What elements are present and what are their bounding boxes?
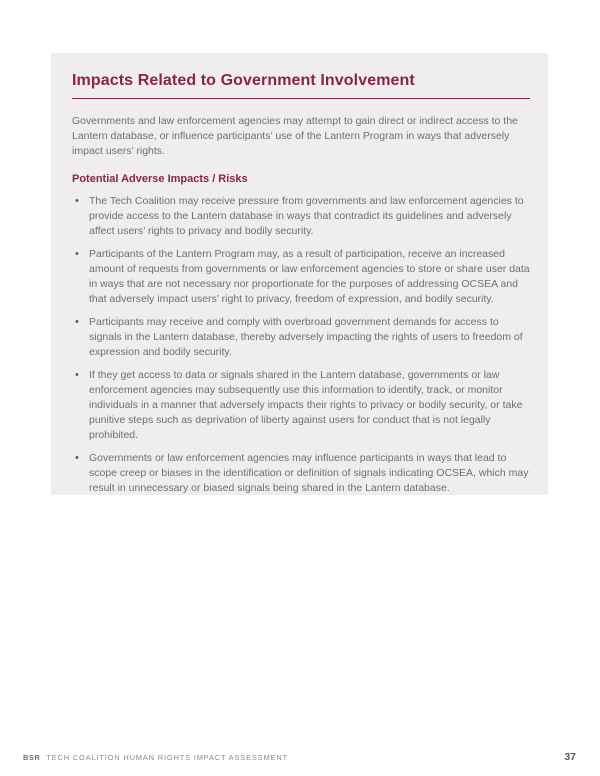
- page-title: Impacts Related to Government Involvement: [72, 72, 415, 89]
- list-item: • Governments or law enforcement agencies may influence participants in ways that lead to scope creep or biases in the identification or definition of signals indicating OCSEA, which may result in unnecessary or biased signals being shared in the Lantern database.: [72, 451, 534, 496]
- footer-org-label: BSR: [23, 753, 41, 762]
- section-subheading: Potential Adverse Impacts / Risks: [72, 173, 248, 185]
- page-number: 37: [564, 751, 576, 763]
- list-item: • The Tech Coalition may receive pressure from governments and law enforcement agencies to provide access to the Lantern database in ways that contradict its guidelines and adversely affect users’ rights to privacy and bodily security.: [72, 194, 534, 239]
- risk-bullet-list: [72, 194, 534, 496]
- footer-left: [23, 753, 288, 762]
- footer-report-title: TECH COALITION HUMAN RIGHTS IMPACT ASSESSMENT: [46, 753, 288, 762]
- list-item: • Participants of the Lantern Program may, as a result of participation, receive an increased amount of requests from governments or law enforcement agencies to store or share user data in ways that are not necessary nor proportionate for the purposes of addressing OCSEA and that adversely impact users’ right to privacy, freedom of expression, and bodily security.: [72, 247, 534, 307]
- list-item: • Participants may receive and comply with overbroad government demands for access to signals in the Lantern database, thereby adversely impacting the rights of users to freedom of expression and bodily security.: [72, 315, 534, 360]
- content-panel: [51, 53, 548, 495]
- title-underline: [72, 98, 530, 99]
- intro-paragraph: Governments and law enforcement agencies may attempt to gain direct or indirect access to the Lantern database, or influence participants’ use of the Lantern Program in ways that adversely impact users’ rights.: [72, 115, 518, 157]
- page-footer: [23, 751, 576, 763]
- list-item: • If they get access to data or signals shared in the Lantern database, governments or law enforcement agencies may subsequently use this information to identify, track, or monitor individuals in a manner that adversely impacts their rights to privacy or bodily security, or take punitive steps such as deprivation of liberty against users for conduct that is not legally prohibited.: [72, 368, 534, 443]
